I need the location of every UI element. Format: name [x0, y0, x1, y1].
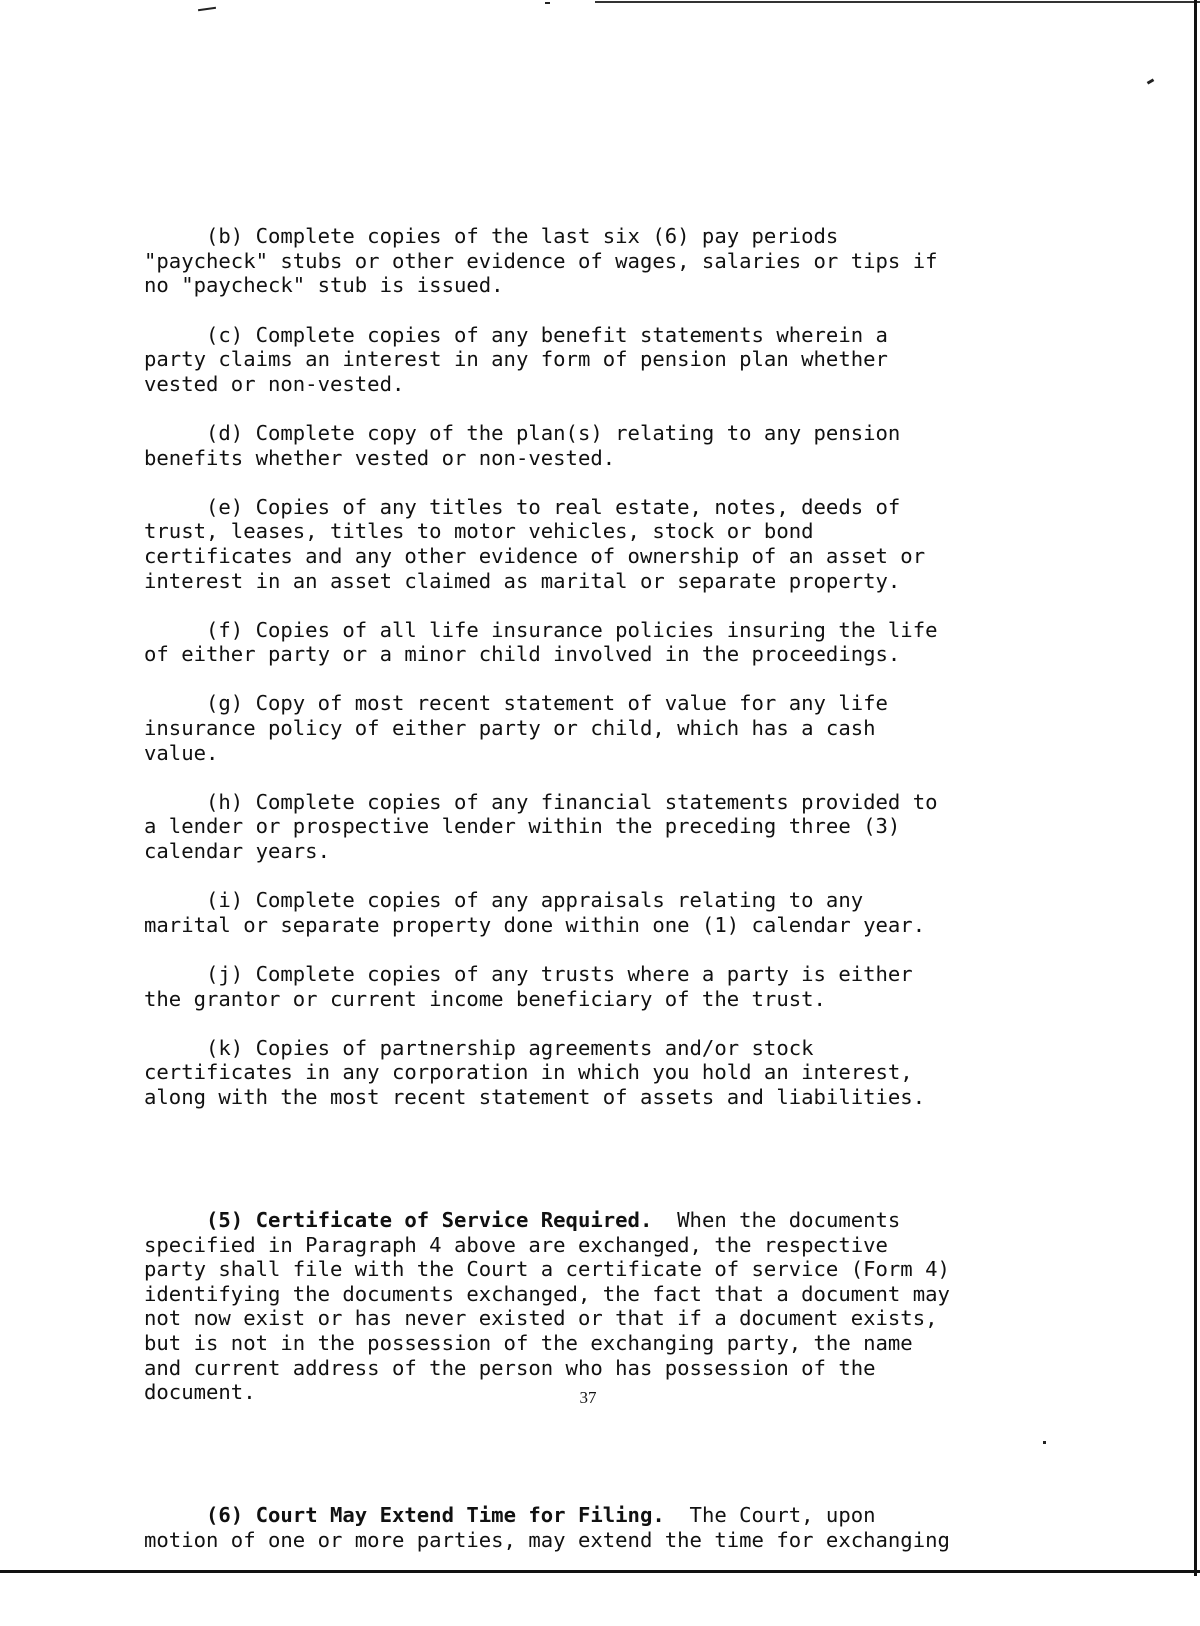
paragraph-line: (f) Copies of all life insurance policies insuring the life [144, 617, 938, 642]
scan-speck [198, 7, 216, 11]
section-5-heading: (5) Certificate of Service Required. [206, 1207, 653, 1232]
section-6-paragraph [144, 1503, 1044, 1552]
section-5-line: specified in Paragraph 4 above are exchanged, the respective [144, 1232, 888, 1257]
paragraph-line: (c) Complete copies of any benefit statements wherein a [144, 322, 888, 347]
paragraph-line: the grantor or current income beneficiary of the trust. [144, 986, 826, 1011]
section-5-line: party shall file with the Court a certificate of service (Form 4) [144, 1257, 950, 1282]
document-body [144, 175, 1044, 1626]
section-5-first-line: When the documents [652, 1207, 901, 1232]
paragraph-line: benefits whether vested or non-vested. [144, 445, 616, 470]
scan-border-top [595, 1, 1200, 3]
paragraph-list [144, 224, 1044, 1109]
section-5-line: document. [144, 1380, 256, 1405]
section-5-paragraph [144, 1208, 1044, 1405]
section-6-heading: (6) Court May Extend Time for Filing. [206, 1503, 665, 1528]
paragraph-line: no "paycheck" stub is issued. [144, 273, 504, 298]
paragraph-line: party claims an interest in any form of pension plan whether [144, 347, 888, 372]
paragraph-f [144, 618, 1044, 667]
paragraph-e [144, 495, 1044, 593]
paragraph-d [144, 421, 1044, 470]
paragraph-line: "paycheck" stubs or other evidence of wages, salaries or tips if [144, 248, 938, 273]
paragraph-line: (h) Complete copies of any financial statements provided to [144, 789, 938, 814]
paragraph-line: trust, leases, titles to motor vehicles, stock or bond [144, 519, 814, 544]
paragraph-i [144, 888, 1044, 937]
scan-speck [1147, 78, 1155, 84]
page-number: 37 [579, 1388, 597, 1407]
paragraph-line: value. [144, 740, 219, 765]
section-6-line: motion of one or more parties, may extend the time for exchanging [144, 1527, 950, 1552]
scan-speck [545, 2, 550, 4]
paragraph-h [144, 790, 1044, 864]
indent [144, 1503, 206, 1527]
paragraph-line: calendar years. [144, 839, 330, 864]
paragraph-line: (j) Complete copies of any trusts where a party is either [144, 962, 913, 986]
paragraph-line: certificates and any other evidence of ownership of an asset or [144, 543, 926, 568]
paragraph-line: marital or separate property done within one (1) calendar year. [144, 912, 926, 937]
section-6-first-line: The Court, upon [664, 1503, 876, 1528]
section-5-line: but is not in the possession of the exchanging party, the name [144, 1330, 913, 1355]
paragraph-line: along with the most recent statement of assets and liabilities. [144, 1084, 926, 1109]
paragraph-line: (g) Copy of most recent statement of value for any life [144, 691, 888, 716]
paragraph-line: (e) Copies of any titles to real estate, notes, deeds of [144, 494, 901, 519]
paragraph-line: a lender or prospective lender within the preceding three (3) [144, 814, 901, 839]
paragraph-line: (i) Complete copies of any appraisals relating to any [144, 888, 864, 913]
paragraph-j [144, 962, 1044, 1011]
paragraph-g [144, 691, 1044, 765]
scan-border-right [1194, 0, 1197, 1576]
paragraph-line: (d) Complete copy of the plan(s) relating to any pension [144, 420, 901, 445]
paragraph-line: certificates in any corporation in which you hold an interest, [144, 1060, 913, 1085]
paragraph-k [144, 1036, 1044, 1110]
paragraph-line: insurance policy of either party or child, which has a cash [144, 716, 876, 741]
section-5-line: not now exist or has never existed or that if a document exists, [144, 1306, 938, 1331]
indent [144, 1208, 206, 1232]
section-5-line: identifying the documents exchanged, the fact that a document may [144, 1281, 950, 1306]
paragraph-b [144, 224, 1044, 298]
paragraph-line: interest in an asset claimed as marital or separate property. [144, 568, 901, 593]
paragraph-c [144, 323, 1044, 397]
paragraph-line: (b) Complete copies of the last six (6) pay periods [144, 224, 839, 249]
paragraph-line: of either party or a minor child involved in the proceedings. [144, 642, 901, 667]
section-5-line: and current address of the person who has possession of the [144, 1355, 876, 1380]
paragraph-line: (k) Copies of partnership agreements and/or stock [144, 1035, 814, 1060]
paragraph-line: vested or non-vested. [144, 371, 405, 396]
